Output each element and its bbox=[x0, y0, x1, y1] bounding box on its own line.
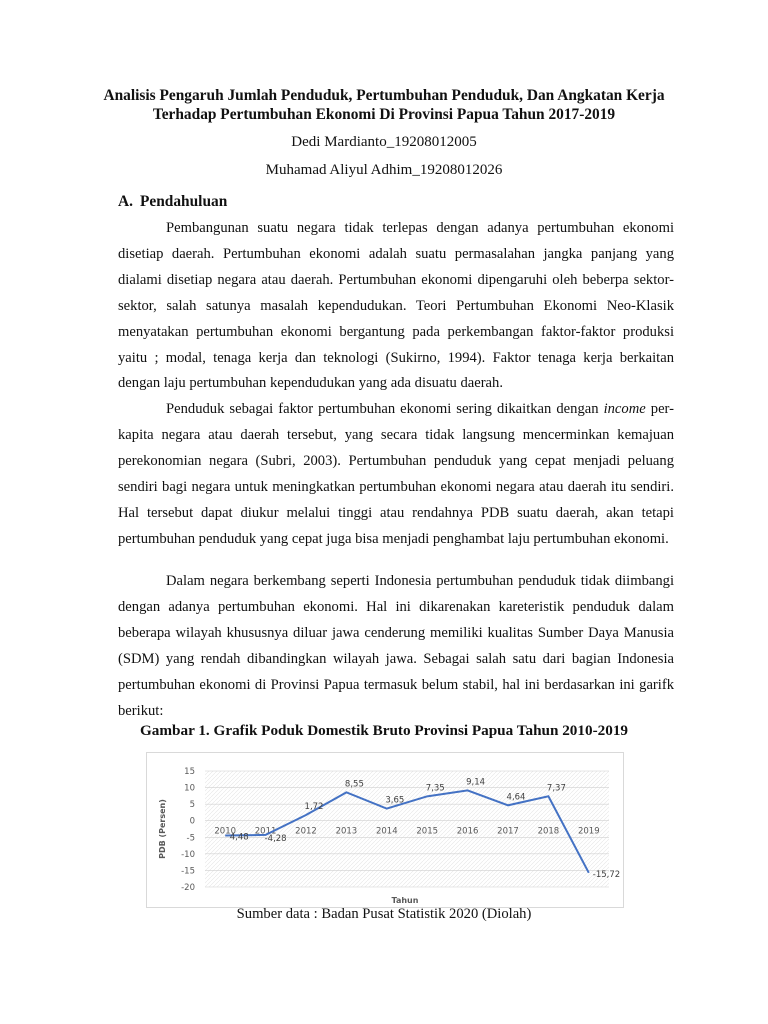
x-axis-label: Tahun bbox=[391, 896, 419, 905]
pdb-chart-svg bbox=[147, 753, 623, 907]
data-label: -15,72 bbox=[592, 869, 621, 880]
section-title: Pendahuluan bbox=[140, 193, 228, 210]
title-line-1: Analisis Pengaruh Jumlah Penduduk, Pertumbuhan Penduduk, Dan Angkatan Kerja bbox=[103, 87, 665, 104]
data-label: 7,35 bbox=[425, 783, 445, 794]
paragraph-2-text-start: Penduduk sebagai faktor pertumbuhan ekonomi sering dikaitkan dengan bbox=[166, 401, 604, 417]
x-tick-label: 2018 bbox=[537, 826, 560, 837]
x-tick-label: 2016 bbox=[456, 826, 479, 837]
paragraph-2 bbox=[118, 397, 674, 552]
author-1: Dedi Mardianto_19208012005 bbox=[291, 134, 477, 150]
data-label: 4,64 bbox=[506, 792, 526, 803]
data-label: -4,28 bbox=[264, 833, 287, 844]
data-label: 4,48 bbox=[229, 832, 249, 843]
paragraph-1-text: Pembangunan suatu negara tidak terlepas dengan adanya pertumbuhan ekonomi disetiap daerah. Pertumbuhan ekonomi adalah suatu permasalahan jangka panjang yang dialami disetiap negara atau daerah. Pertumbuhan ekonomi dipengaruhi oleh beberpa sektor-sektor, salah satunya masalah kependudukan. Teori Pertumbuhan Ekonomi Neo-Klasik menyatakan pertumbuhan ekonomi bergantung pada perkembangan faktor-faktor produksi yaitu ; modal, tenaga kerja dan teknologi (Sukirno, 1994). Faktor tenaga kerja berkaitan dengan laju pertumbuhan kependudukan yang ada disuatu daerah. bbox=[118, 220, 674, 392]
author-2: Muhamad Aliyul Adhim_19208012026 bbox=[265, 162, 503, 178]
x-tick-label: 2017 bbox=[497, 826, 519, 837]
x-tick-label: 2010 bbox=[214, 826, 237, 837]
data-label: 8,55 bbox=[344, 779, 364, 790]
paper-title bbox=[80, 86, 688, 124]
x-tick-label: 2013 bbox=[335, 826, 358, 837]
paragraph-3 bbox=[118, 569, 674, 724]
paragraph-2-text-end: per-kapita negara atau daerah tersebut, yang secara tidak langsung mencerminkan kemajuan perekonomian negara (Subri, 2003). Pertumbuhan penduduk yang cepat menjadi peluang sendiri bagi negara untuk meningkatkan pertumbuhan ekonomi negara atau daerah itu sendiri. Hal tersebut dapat diukur melalui tinggi atau rendahnya PDB suatu daerah, akan tetapi pertumbuhan penduduk yang cepat juga bisa menjadi penghambat laju pertumbuhan ekonomi. bbox=[118, 401, 674, 547]
y-tick-label: 5 bbox=[189, 800, 195, 811]
y-tick-label: 10 bbox=[184, 783, 195, 794]
figure-caption: Gambar 1. Grafik Poduk Domestik Bruto Provinsi Papua Tahun 2010-2019 bbox=[139, 722, 629, 739]
paragraph-2-italic: income bbox=[603, 401, 646, 417]
x-tick-label: 2019 bbox=[577, 826, 600, 837]
y-tick-label: -20 bbox=[181, 883, 195, 893]
x-tick-label: 2015 bbox=[416, 826, 439, 837]
title-line-2: Terhadap Pertumbuhan Ekonomi Di Provinsi Papua Tahun 2017-2019 bbox=[152, 106, 616, 123]
y-axis-label: PDB (Persen) bbox=[158, 799, 167, 859]
x-tick-label: 2014 bbox=[375, 826, 398, 837]
y-tick-label: -5 bbox=[186, 833, 195, 844]
pdb-chart bbox=[146, 752, 624, 908]
figure-source: Sumber data : Badan Pusat Statistik 2020 (Diolah) bbox=[236, 906, 532, 922]
section-number: A. bbox=[118, 193, 133, 210]
x-tick-label: 2012 bbox=[295, 826, 317, 837]
data-label: 7,37 bbox=[546, 783, 566, 794]
data-label: 9,14 bbox=[466, 777, 486, 788]
paragraph-3-text: Dalam negara berkembang seperti Indonesia pertumbuhan penduduk tidak diimbangi dengan adanya pertumbuhan ekonomi. Hal ini dikarenakan kareteristik penduduk dalam beberapa wilayah khususnya diluar jawa cenderung memiliki kualitas Sumber Daya Manusia (SDM) yang rendah dibandingkan wilayah jawa. Sebagai salah satu dari bagian Indonesia pertumbuhan ekonomi di Provinsi Papua termasuk belum stabil, hal ini berdasarkan ini garifk berikut: bbox=[118, 573, 674, 719]
paragraph-1 bbox=[118, 216, 674, 397]
y-tick-label: 0 bbox=[189, 816, 195, 827]
data-label: 3,65 bbox=[385, 795, 405, 806]
y-tick-label: -10 bbox=[181, 849, 195, 860]
y-tick-label: 15 bbox=[184, 767, 195, 777]
y-tick-label: -15 bbox=[181, 866, 195, 877]
x-tick-label: 2011 bbox=[254, 826, 277, 837]
section-heading bbox=[118, 193, 227, 211]
data-label: 1,72 bbox=[304, 802, 324, 813]
